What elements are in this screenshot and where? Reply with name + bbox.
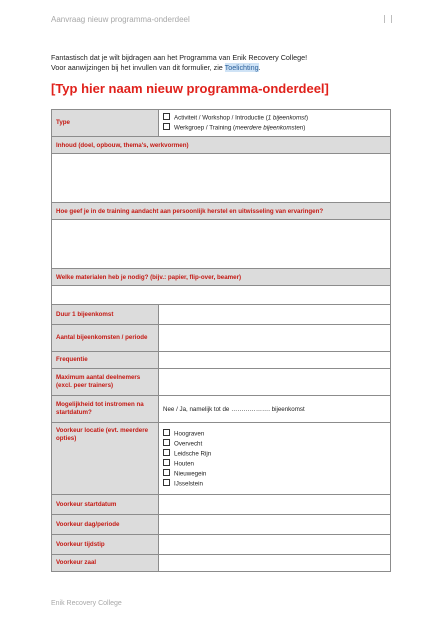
late-entry-input[interactable]: Nee / Ja, namelijk tot de ………………. bijeenkomst (159, 396, 391, 423)
day-period-input[interactable] (159, 515, 391, 535)
toelichting-link[interactable]: Toelichting (224, 63, 259, 72)
application-form-table (51, 109, 391, 572)
checkbox-icon[interactable] (163, 429, 170, 436)
location-options (159, 423, 391, 495)
type-label: Type (52, 110, 159, 137)
checkbox-icon[interactable] (163, 113, 170, 120)
room-input[interactable] (159, 555, 391, 572)
location-label: Voorkeur locatie (evt. meerdere opties) (52, 423, 159, 495)
recovery-field-row (52, 220, 391, 269)
location-option-overvecht[interactable]: Overvecht (163, 439, 386, 449)
type-row (52, 110, 391, 137)
checkbox-icon[interactable] (163, 449, 170, 456)
type-option-single[interactable]: Activiteit / Workshop / Introductie (1 bijeenkomst) (163, 113, 386, 123)
duration-label: Duur 1 bijeenkomst (52, 305, 159, 325)
location-option-houten[interactable]: Houten (163, 459, 386, 469)
materials-label: Welke materialen heb je nodig? (bijv.: papier, flip-over, beamer) (52, 269, 391, 286)
frequency-row (52, 352, 391, 369)
late-entry-label: Mogelijkheid tot instromen na startdatum? (52, 396, 159, 423)
location-option-hoograven[interactable]: Hoograven (163, 429, 386, 439)
intro-line-2 (51, 63, 391, 73)
checkbox-icon[interactable] (163, 479, 170, 486)
max-participants-input[interactable] (159, 369, 391, 396)
materials-input[interactable] (52, 286, 391, 305)
day-period-row (52, 515, 391, 535)
frequency-label: Frequentie (52, 352, 159, 369)
content-header-row (52, 137, 391, 154)
location-option-leidsche-rijn[interactable]: Leidsche Rijn (163, 449, 386, 459)
header-title: Aanvraag nieuw programma-onderdeel (51, 15, 190, 24)
max-participants-row (52, 369, 391, 396)
room-label: Voorkeur zaal (52, 555, 159, 572)
footer-text: Enik Recovery College (51, 600, 122, 607)
room-row (52, 555, 391, 572)
materials-header-row (52, 269, 391, 286)
recovery-input[interactable] (52, 220, 391, 269)
time-input[interactable] (159, 535, 391, 555)
checkbox-icon[interactable] (163, 469, 170, 476)
intro-line-1: Fantastisch dat je wilt bijdragen aan het Programma van Enik Recovery College! (51, 53, 308, 62)
day-period-label: Voorkeur dag/periode (52, 515, 159, 535)
content-field-row (52, 154, 391, 203)
checkbox-icon[interactable] (163, 439, 170, 446)
late-entry-row (52, 396, 391, 423)
start-date-label: Voorkeur startdatum (52, 495, 159, 515)
content-input[interactable] (52, 154, 391, 203)
recovery-label: Hoe geef je in de training aandacht aan persoonlijk herstel en uitwisseling van ervaringen? (52, 203, 391, 220)
frequency-input[interactable] (159, 352, 391, 369)
intro-line-2-prefix: Voor aanwijzingen bij het invullen van dit formulier, zie (51, 63, 225, 72)
checkbox-icon[interactable] (163, 459, 170, 466)
duration-row (52, 305, 391, 325)
intro-text (51, 53, 391, 73)
duration-input[interactable] (159, 305, 391, 325)
materials-field-row (52, 286, 391, 305)
location-row (52, 423, 391, 495)
sessions-label: Aantal bijeenkomsten / periode (52, 325, 159, 352)
document-title[interactable]: [Typ hier naam nieuw programma-onderdeel] (51, 81, 329, 96)
type-option-multiple[interactable]: Werkgroep / Training (meerdere bijeenkomsten) (163, 123, 386, 133)
checkbox-icon[interactable] (163, 123, 170, 130)
time-label: Voorkeur tijdstip (52, 535, 159, 555)
location-option-ijsselstein[interactable]: IJsselstein (163, 479, 386, 489)
intro-line-2-suffix: . (258, 63, 261, 72)
recovery-header-row (52, 203, 391, 220)
max-participants-label: Maximum aantal deelnemers (excl. peer trainers) (52, 369, 159, 396)
type-options (159, 110, 391, 137)
start-date-row (52, 495, 391, 515)
sessions-row (52, 325, 391, 352)
time-row (52, 535, 391, 555)
content-label: Inhoud (doel, opbouw, thema's, werkvormen) (52, 137, 391, 154)
start-date-input[interactable] (159, 495, 391, 515)
location-option-nieuwegein[interactable]: Nieuwegein (163, 469, 386, 479)
header-marker (384, 15, 392, 23)
sessions-input[interactable] (159, 325, 391, 352)
